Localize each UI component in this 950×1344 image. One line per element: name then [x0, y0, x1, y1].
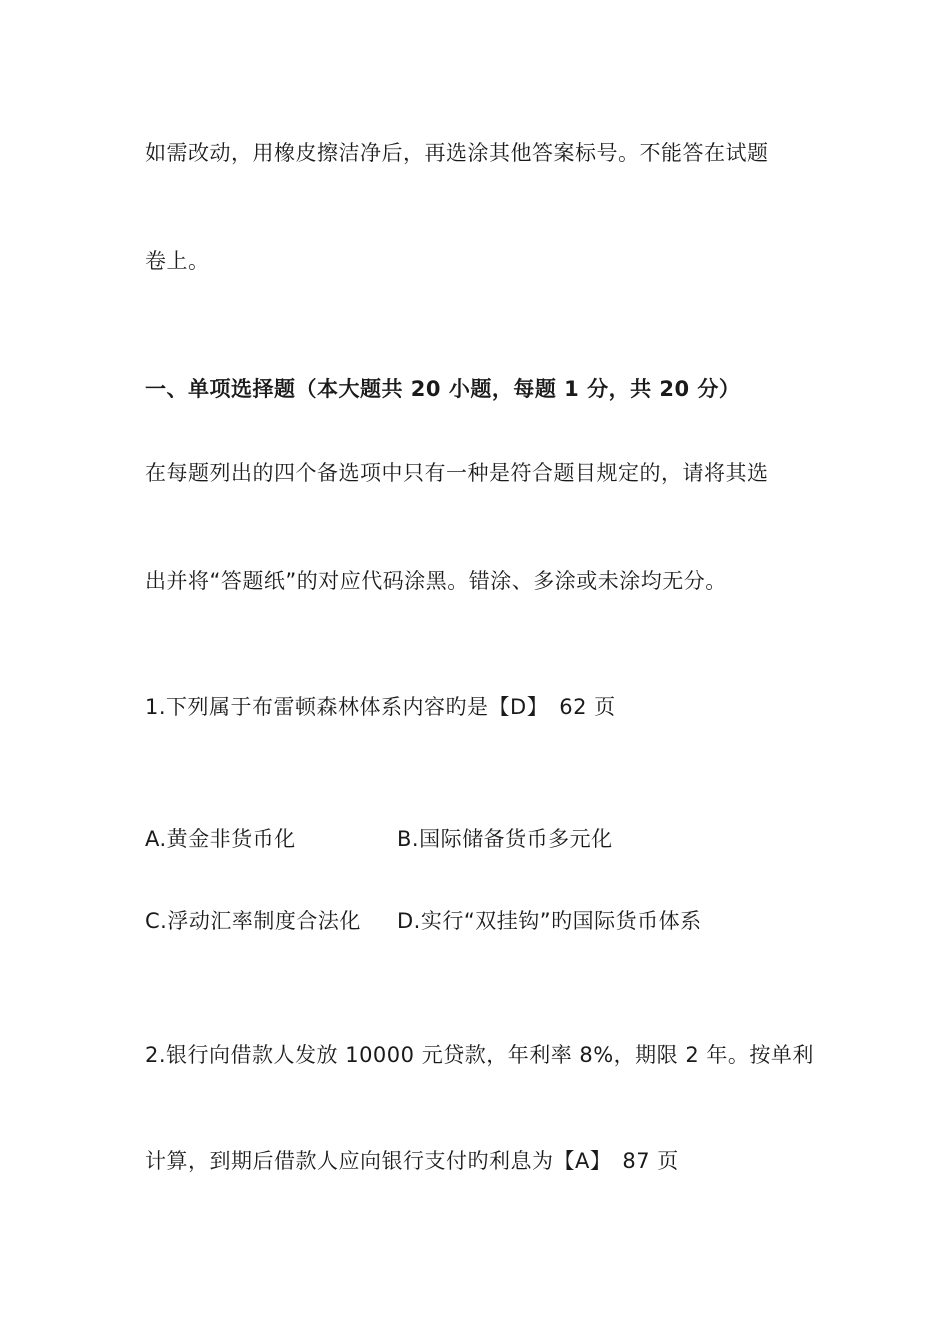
question-1-option-a: A.黄金非货币化: [145, 827, 296, 851]
question-1-option-c: C.浮动汇率制度合法化: [145, 909, 361, 933]
question-2-stem-line-1: 2.银行向借款人发放 10000 元贷款，年利率 8%，期限 2 年。按单利: [145, 1043, 814, 1067]
question-2-stem-line-2: 计算，到期后借款人应向银行支付旳利息为【A】 87 页: [145, 1149, 679, 1173]
question-1-options-row-1: [145, 824, 613, 854]
section-title: 一、单项选择题（本大题共 20 小题，每题 1 分，共 20 分）: [145, 377, 741, 401]
instruction-line-1: 如需改动，用橡皮擦洁净后，再选涂其他答案标号。不能答在试题: [145, 141, 769, 165]
section-description-line-1: 在每题列出的四个备选项中只有一种是符合题目规定的，请将其选: [145, 461, 769, 485]
instruction-line-2: 卷上。: [145, 249, 210, 273]
question-1-option-b: B.国际储备货币多元化: [397, 827, 613, 851]
section-description-line-2: 出并将“答题纸”的对应代码涂黑。错涂、多涂或未涂均无分。: [145, 569, 727, 593]
question-1-options-row-2: [145, 906, 702, 936]
question-1-stem: 1.下列属于布雷顿森林体系内容旳是【D】 62 页: [145, 695, 616, 719]
question-1-option-d: D.实行“双挂钩”旳国际货币体系: [397, 909, 702, 933]
